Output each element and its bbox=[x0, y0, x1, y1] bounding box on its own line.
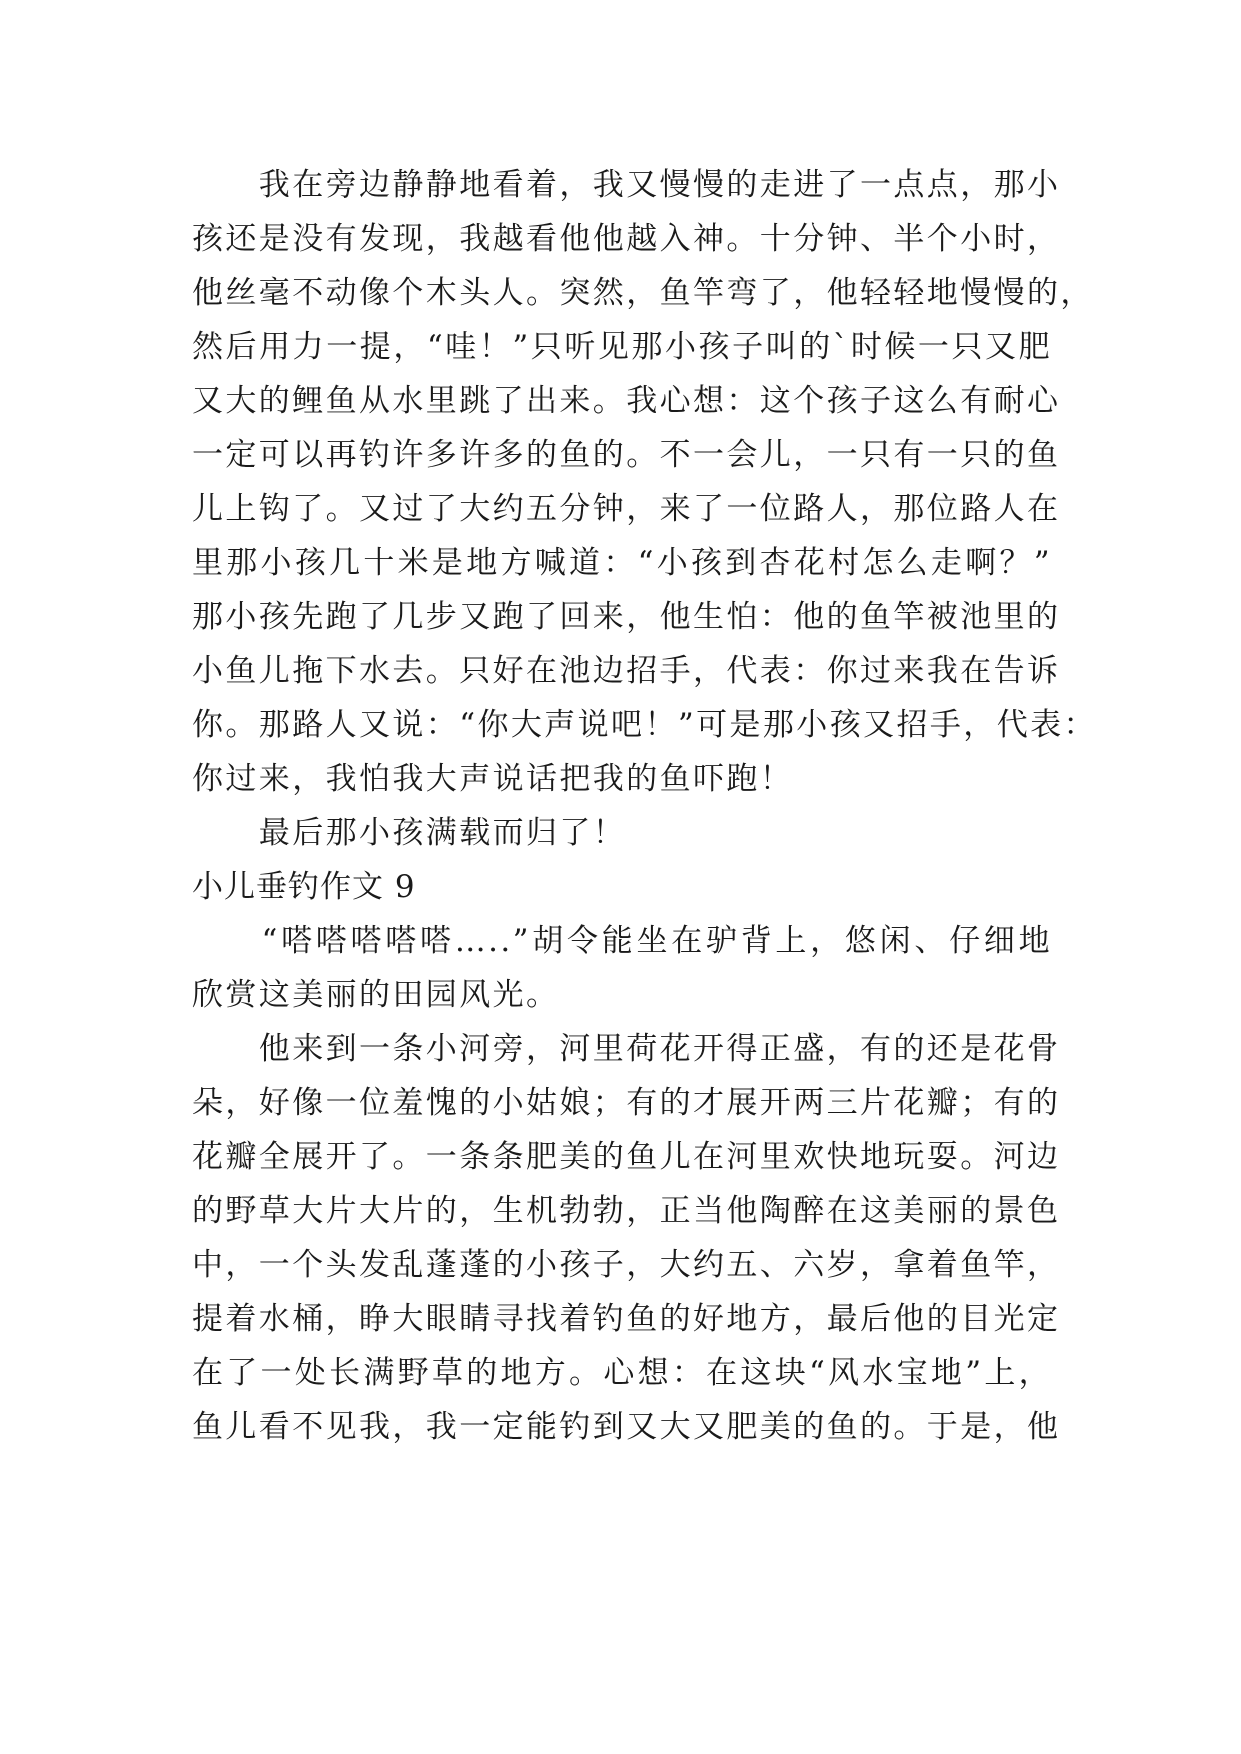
text-line: 孩还是没有发现，我越看他他越入神。十分钟、半个小时， bbox=[192, 221, 1061, 257]
text-line: 朵，好像一位羞愧的小姑娘；有的才展开两三片花瓣；有的 bbox=[192, 1085, 1061, 1121]
essay-body bbox=[192, 158, 1097, 1454]
text-line: 一定可以再钓许多许多的鱼的。不一会儿，一只有一只的鱼 bbox=[192, 437, 1061, 473]
text-line: 然后用力一提，“哇！”只听见那小孩子叫的`时候一只又肥 bbox=[192, 329, 1052, 365]
text-line: 的野草大片大片的，生机勃勃，正当他陶醉在这美丽的景色 bbox=[192, 1193, 1061, 1229]
text-line: 里那小孩几十米是地方喊道：“小孩到杏花村怎么走啊？” bbox=[192, 545, 1052, 581]
text-line: 他来到一条小河旁，河里荷花开得正盛，有的还是花骨 bbox=[192, 1031, 1061, 1067]
text-line: 最后那小孩满载而归了！ bbox=[192, 815, 627, 851]
text-line: 花瓣全展开了。一条条肥美的鱼儿在河里欢快地玩耍。河边 bbox=[192, 1139, 1061, 1175]
text-line: 提着水桶，睁大眼睛寻找着钓鱼的好地方，最后他的目光定 bbox=[192, 1301, 1061, 1337]
text-line: 鱼儿看不见我，我一定能钓到又大又肥美的鱼的。于是，他 bbox=[192, 1409, 1061, 1445]
text-line: 你。那路人又说：“你大声说吧！”可是那小孩又招手，代表： bbox=[192, 707, 1097, 743]
text-line: 我在旁边静静地看着，我又慢慢的走进了一点点，那小 bbox=[192, 167, 1061, 203]
text-line: “嗒嗒嗒嗒嗒…..”胡令能坐在驴背上，悠闲、仔细地 bbox=[192, 923, 1052, 959]
text-line: 儿上钩了。又过了大约五分钟，来了一位路人，那位路人在 bbox=[192, 491, 1061, 527]
text-line: 你过来，我怕我大声说话把我的鱼吓跑！ bbox=[192, 761, 794, 797]
section-heading: 小儿垂钓作文 9 bbox=[192, 869, 416, 905]
text-line: 又大的鲤鱼从水里跳了出来。我心想：这个孩子这么有耐心 bbox=[192, 383, 1061, 419]
text-line: 中，一个头发乱蓬蓬的小孩子，大约五、六岁，拿着鱼竿， bbox=[192, 1247, 1061, 1283]
text-line: 他丝毫不动像个木头人。突然，鱼竿弯了，他轻轻地慢慢的， bbox=[192, 275, 1094, 311]
text-line: 那小孩先跑了几步又跑了回来，他生怕：他的鱼竿被池里的 bbox=[192, 599, 1061, 635]
text-line: 小鱼儿拖下水去。只好在池边招手，代表：你过来我在告诉 bbox=[192, 653, 1061, 689]
text-line: 在了一处长满野草的地方。心想：在这块“风水宝地”上， bbox=[192, 1355, 1052, 1391]
text-line: 欣赏这美丽的田园风光。 bbox=[192, 977, 560, 1013]
